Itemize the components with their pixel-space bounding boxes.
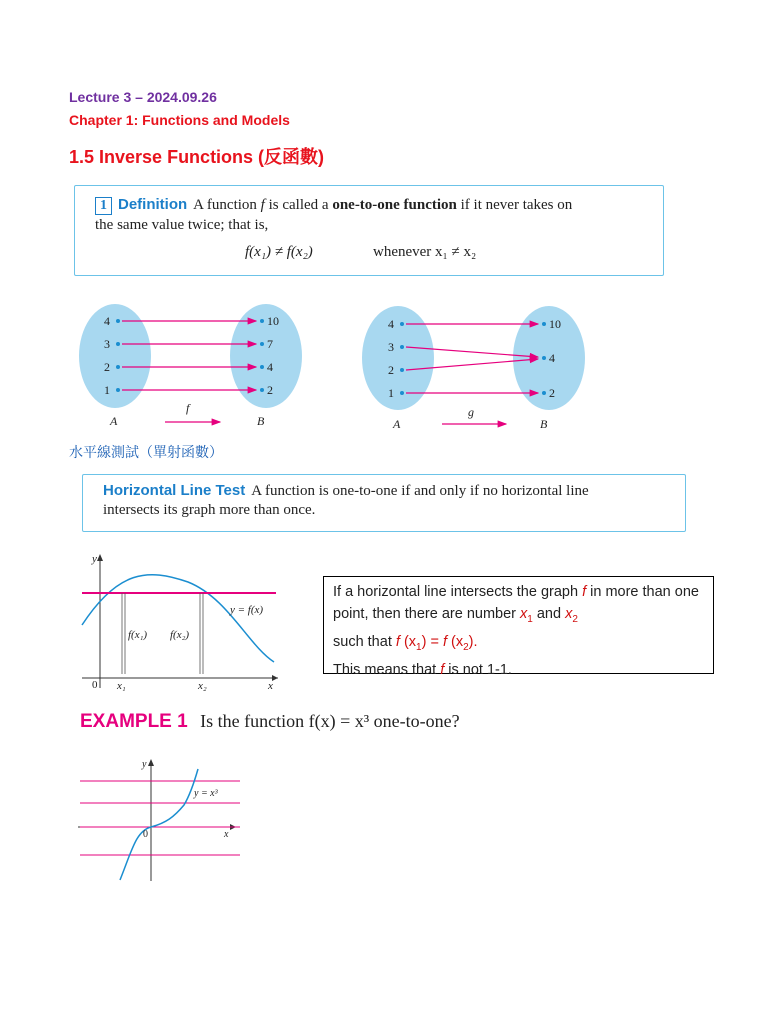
- note-text: This means that: [333, 661, 437, 678]
- curve-label: y = f(x): [230, 604, 264, 616]
- set-b-label: B: [257, 414, 265, 428]
- note-subscript: 2: [572, 613, 578, 625]
- point: [116, 342, 120, 346]
- domain-value: 1: [388, 386, 394, 400]
- set-b-label: B: [540, 417, 548, 431]
- function-label: f: [186, 401, 190, 415]
- hlt-text1: A function is one-to-one if and only if no horizontal line: [251, 483, 589, 499]
- point: [542, 322, 546, 326]
- function-curve: [82, 575, 274, 662]
- point: [260, 342, 264, 346]
- set-b-oval: [230, 304, 302, 408]
- range-value: 10: [267, 314, 279, 328]
- note-var: f: [440, 661, 445, 678]
- point: [260, 388, 264, 392]
- range-value: 4: [549, 351, 555, 365]
- note-text: in more than one point, then there are number: [333, 584, 699, 622]
- definition-term: one-to-one function: [332, 197, 457, 213]
- point: [542, 356, 546, 360]
- hlt-label: Horizontal Line Test: [103, 482, 246, 499]
- example-heading: [80, 711, 460, 733]
- cubic-graph: [74, 755, 244, 883]
- domain-value: 3: [104, 337, 110, 351]
- domain-value: 2: [104, 360, 110, 374]
- note-subscript: 1: [527, 613, 533, 625]
- set-a-label: A: [393, 417, 401, 431]
- note-var: f: [395, 633, 400, 650]
- fx1-label: f(x₁): [128, 629, 148, 641]
- domain-value: 2: [388, 363, 394, 377]
- point: [400, 368, 404, 372]
- function-label: g: [468, 405, 474, 419]
- set-a-oval: [362, 306, 434, 410]
- y-axis-label: y: [142, 759, 147, 770]
- domain-value: 3: [388, 340, 394, 354]
- note-text: If a horizontal line intersects the graph: [333, 584, 579, 600]
- note-var: f: [582, 584, 587, 600]
- range-value: 2: [267, 383, 273, 397]
- fx2-label: f(x₂): [170, 629, 190, 641]
- point: [260, 319, 264, 323]
- definition-label: Definition: [118, 196, 188, 213]
- note-box: [323, 576, 714, 678]
- point: [400, 322, 404, 326]
- definition-line2: the same value twice; that is,: [95, 217, 269, 233]
- note-text: and: [536, 606, 562, 622]
- set-a-label: A: [110, 414, 118, 428]
- note-text: is not 1-1.: [448, 661, 512, 678]
- note-eq: $(x_1) = f$ $(x_2)$.: [403, 633, 478, 653]
- definition-text-b: is called a: [268, 197, 329, 213]
- point: [116, 388, 120, 392]
- range-value: 10: [549, 317, 561, 331]
- mapping-diagram-g: [352, 300, 602, 435]
- set-a-oval: [79, 304, 151, 408]
- range-value: 7: [267, 337, 273, 351]
- note-text: such that: [333, 633, 392, 650]
- hlt-box: [82, 474, 686, 532]
- x-axis-label: x: [268, 680, 273, 692]
- point: [542, 391, 546, 395]
- definition-box: [74, 185, 664, 276]
- chapter-title: Chapter 1: Functions and Models: [69, 112, 290, 128]
- x1-label: x₁: [117, 680, 126, 692]
- lecture-title: Lecture 3 – 2024.09.26: [69, 89, 217, 105]
- hlt-line2: intersects its graph more than once.: [103, 502, 316, 518]
- curve-label: y = x³: [194, 788, 218, 799]
- definition-text-a: A function: [193, 197, 257, 213]
- point: [116, 365, 120, 369]
- hlt-graph: [78, 550, 283, 692]
- note-var: x: [520, 606, 528, 622]
- section-title: 1.5 Inverse Functions (反函數): [69, 147, 325, 167]
- definition-formula: f(x₁) ≠ f(x₂): [245, 244, 313, 260]
- example-label: EXAMPLE 1: [80, 711, 188, 732]
- domain-value: 4: [104, 314, 110, 328]
- x2-label: x₂: [198, 680, 207, 692]
- note-var: x: [565, 606, 573, 622]
- domain-value: 1: [104, 383, 110, 397]
- domain-value: 4: [388, 317, 394, 331]
- example-question: Is the function f(x) = x³ one-to-one?: [200, 711, 460, 731]
- hlt-heading: 水平線測試（單射函數）: [69, 444, 223, 460]
- definition-condition: whenever x₁ ≠ x₂: [373, 244, 477, 260]
- origin-label: 0: [92, 679, 98, 691]
- cubic-curve: [120, 769, 198, 880]
- point: [400, 391, 404, 395]
- mapping-diagram-f: [70, 298, 320, 433]
- x-axis-label: x: [224, 829, 229, 840]
- range-value: 2: [549, 386, 555, 400]
- point: [400, 345, 404, 349]
- point: [260, 365, 264, 369]
- origin-label: 0: [143, 829, 148, 840]
- definition-text-c: if it never takes on: [460, 197, 573, 213]
- definition-number: 1: [95, 197, 112, 215]
- definition-line1: [95, 196, 572, 215]
- y-axis-label: y: [92, 553, 97, 565]
- definition-var-f: f: [260, 197, 265, 213]
- range-value: 4: [267, 360, 273, 374]
- point: [116, 319, 120, 323]
- hlt-line1: [103, 482, 589, 500]
